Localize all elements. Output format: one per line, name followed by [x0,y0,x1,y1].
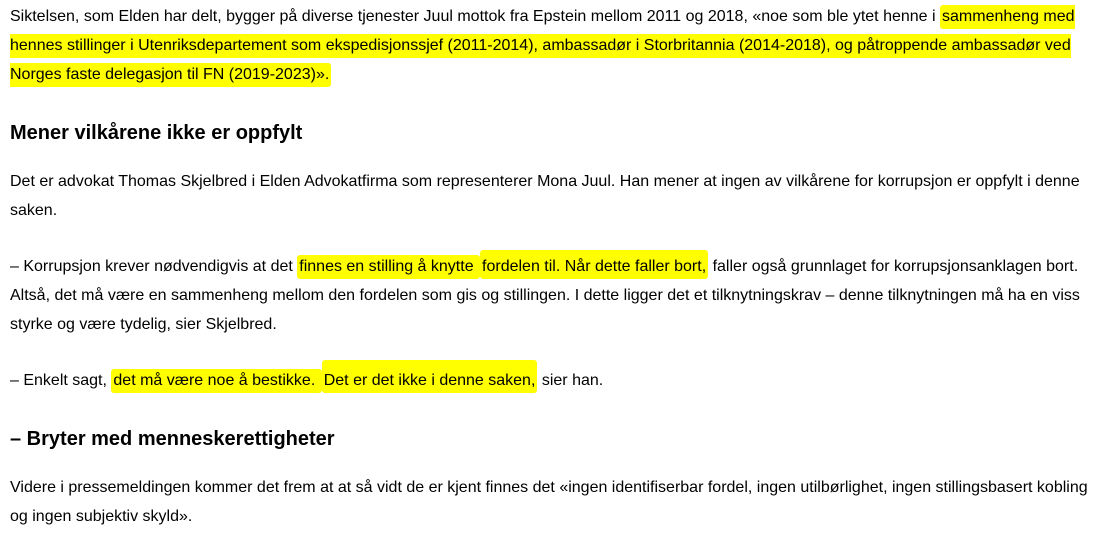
text-run: sier han. [537,372,604,389]
text-run: – Enkelt sagt, [10,372,112,389]
section-heading: – Bryter med menneskerettigheter [10,428,335,450]
paragraph [10,2,1108,89]
paragraph [10,252,1108,339]
paragraph [10,366,1108,395]
paragraph [10,473,1108,531]
highlighted-text: det må være noe å bestikke. [111,369,321,393]
paragraph [10,167,1108,225]
text-run: Videre i pressemeldingen kommer det frem at at så vidt de er kjent finnes det «ingen identifiserbar fordel, ingen utilbørlighet, ingen stillingsbasert kobling og ingen subjektiv skyld». [10,479,1088,525]
section-heading: Mener vilkårene ikke er oppfylt [10,122,303,144]
highlighted-text: fordelen til. Når dette faller bort, [480,250,708,279]
text-run: Det er advokat Thomas Skjelbred i Elden Advokatfirma som representerer Mona Juul. Han mener at ingen av vilkårene for korrupsjon er oppfylt i denne saken. [10,173,1080,219]
text-run: – Korrupsjon krever nødvendigvis at det [10,258,298,275]
highlighted-text: Det er det ikke i denne saken, [322,360,538,393]
highlighted-text: sammenheng med hennes stillinger i Utenriksdepartement som ekspedisjonssjef (2011-2014), ambassadør i Storbritannia (2014-2018), og påtroppende ambassadør ved Norges faste delegasjon til FN (2019-2023)». [10,5,1075,87]
text-run: Siktelsen, som Elden har delt, bygger på diverse tjenester Juul mottok fra Epstein mellom 2011 og 2018, «noe som ble ytet henne i [10,8,941,25]
highlighted-text: finnes en stilling å knytte [297,255,480,279]
text-run: faller også grunnlaget for korrupsjonsanklagen bort. Altså, det må være en sammenheng mellom den fordelen som gis og stillingen. I dette ligger det et tilknytningskrav – denne tilknytningen må ha en viss styrke og være tydelig, sier Skjelbred. [10,258,1080,333]
